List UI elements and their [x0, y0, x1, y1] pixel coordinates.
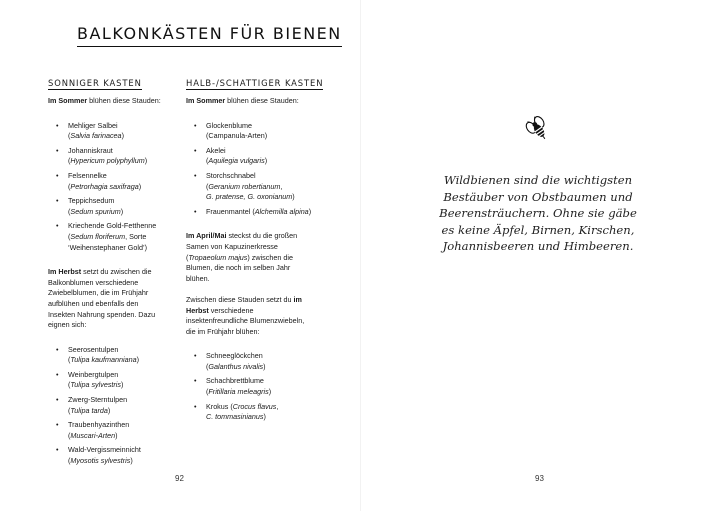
list-item: • Wald-Vergissmeinnicht (Myosotis sylvestris) [48, 445, 166, 466]
sunny-summer-intro [48, 96, 166, 107]
list-item: • Akelei (Aquilegia vulgaris) [186, 146, 314, 167]
list-item: • Felsennelke (Petrorhagia saxifraga) [48, 171, 166, 192]
list-item: • Krokus (Crocus flavus, C. tommasinianus) [186, 402, 314, 423]
page-title: BALKONKÄSTEN FÜR BIENEN [77, 24, 342, 47]
list-item: • Mehliger Salbei (Salvia farinacea) [48, 121, 166, 142]
shady-summer-list [186, 121, 314, 218]
sunny-box-heading: SONNIGER KASTEN [48, 78, 142, 88]
list-item: • Glockenblume (Campanula-Arten) [186, 121, 314, 142]
bee-quote: Wildbienen sind die wichtigsten Bestäuber von Obstbaumen und Beerensträuchern. Ohne sie gäbe es keine Äpfel, Birnen, Kirschen, Johannisbeeren und Himbeeren. [439, 173, 637, 254]
list-item: • Frauenmantel (Alchemilla alpina) [186, 207, 314, 218]
page-spine [360, 0, 361, 511]
sunny-autumn-text: Im Herbst setzt du zwischen die Balkonblumen verschiedene Zwiebelblumen, die im Frühjahr aufblühen und ebenfalls den Insekten Nahrung spenden. Dazu eignen sich: [48, 267, 156, 330]
shady-box-heading: HALB-/SCHATTIGER KASTEN [186, 78, 324, 88]
list-item: • Kriechende Gold-Fetthenne (Sedum floriferum, Sorte ‘Weihenstephaner Gold’) [48, 221, 166, 253]
shady-summer-intro: Im Sommer blühen diese Stauden: [186, 96, 299, 105]
shady-autumn-list [186, 351, 314, 423]
sunny-summer-bold: Im Sommer [48, 96, 88, 105]
list-item: • Schneeglöckchen (Galanthus nivalis) [186, 351, 314, 372]
shady-april-text: Im April/Mai steckst du die großen Samen von Kapuzinerkresse (Tropaeolum majus) zwischen die Blumen, die noch im selben Jahr blühen. [186, 231, 298, 283]
list-item: • Weinbergtulpen (Tulipa sylvestris) [48, 370, 166, 391]
page-number-right: 93 [535, 474, 544, 483]
shady-box-column [186, 78, 324, 437]
list-item: • Storchschnabel (Geranium robertianum, G. pratense, G. oxonianum) [186, 171, 314, 203]
list-item: • Schachbrettblume (Fritillaria meleagris) [186, 376, 314, 397]
list-item: • Teppichsedum (Sedum spurium) [48, 196, 166, 217]
list-item: • Seerosentulpen (Tulipa kaufmanniana) [48, 345, 166, 366]
sunny-autumn-list [48, 345, 166, 467]
sunny-summer-list [48, 121, 166, 254]
page-number-left: 92 [175, 474, 184, 483]
list-item: • Traubenhyazinthen (Muscari-Arten) [48, 420, 166, 441]
shady-between-text: Zwischen diese Stauden setzt du im Herbst verschiedene insektenfreundliche Blumenzwiebeln, die im Frühjahr blühen: [186, 294, 305, 336]
sunny-summer-rest: blühen diese Stauden: [87, 96, 161, 105]
sunny-box-column [48, 78, 166, 481]
list-item: • Johanniskraut (Hypericum polyphyllum) [48, 146, 166, 167]
list-item: • Zwerg-Sterntulpen (Tulipa tarda) [48, 395, 166, 416]
bee-icon [524, 115, 552, 143]
